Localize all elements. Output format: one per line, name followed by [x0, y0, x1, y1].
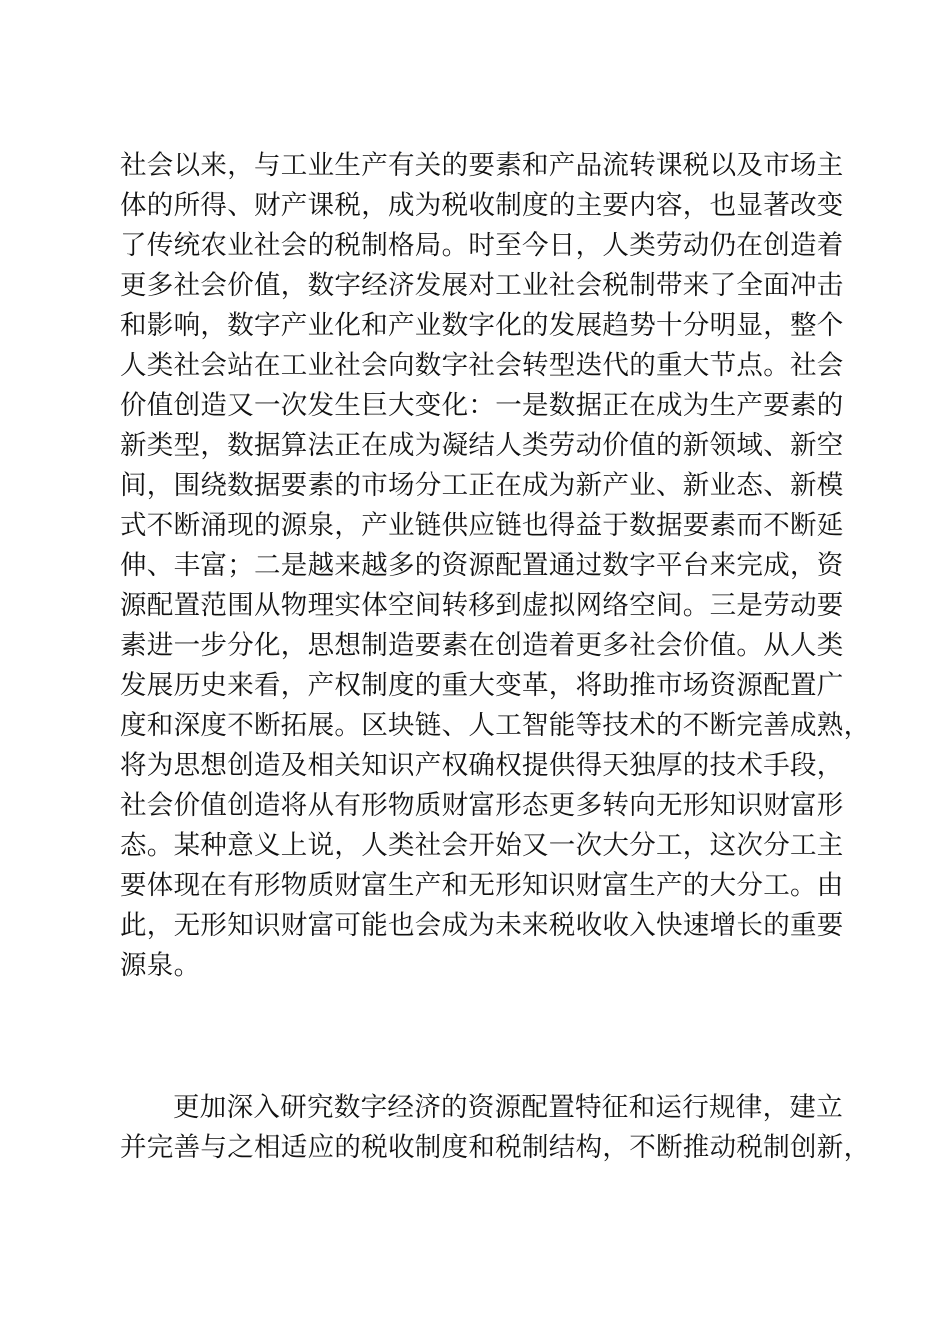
- paragraph-1: [120, 146, 871, 986]
- paragraph-line: 并完善与之相适应的税收制度和税制结构，不断推动税制创新，: [120, 1132, 871, 1163]
- paragraph-line: 社会以来，与工业生产有关的要素和产品流转课税以及市场主: [120, 150, 844, 181]
- paragraph-line: 伸、丰富；二是越来越多的资源配置通过数字平台来完成，资: [120, 550, 844, 581]
- paragraph-line: 人类社会站在工业社会向数字社会转型迭代的重大节点。社会: [120, 350, 844, 381]
- paragraph-line: 度和深度不断拓展。区块链、人工智能等技术的不断完善成熟，: [120, 710, 871, 741]
- paragraph-line: 源配置范围从物理实体空间转移到虚拟网络空间。三是劳动要: [120, 590, 844, 621]
- paragraph-line: 要体现在有形物质财富生产和无形知识财富生产的大分工。由: [120, 870, 844, 901]
- paragraph-line: 更加深入研究数字经济的资源配置特征和运行规律，建立: [173, 1092, 843, 1123]
- paragraph-line: 社会价值创造将从有形物质财富形态更多转向无形知识财富形: [120, 790, 844, 821]
- paragraph-line: 发展历史来看，产权制度的重大变革，将助推市场资源配置广: [120, 670, 844, 701]
- paragraph-line: 间，围绕数据要素的市场分工正在成为新产业、新业态、新模: [120, 470, 844, 501]
- paragraph-2: [120, 1088, 871, 1168]
- paragraph-line: 态。某种意义上说，人类社会开始又一次大分工，这次分工主: [120, 830, 844, 861]
- paragraph-line: 式不断涌现的源泉，产业链供应链也得益于数据要素而不断延: [120, 510, 844, 541]
- paragraph-line: 源泉。: [120, 950, 201, 981]
- paragraph-line: 体的所得、财产课税，成为税收制度的主要内容，也显著改变: [120, 190, 844, 221]
- paragraph-line: 将为思想创造及相关知识产权确权提供得天独厚的技术手段，: [120, 750, 844, 781]
- paragraph-line: 价值创造又一次发生巨大变化：一是数据正在成为生产要素的: [120, 390, 844, 421]
- paragraph-line: 和影响，数字产业化和产业数字化的发展趋势十分明显，整个: [120, 310, 844, 341]
- paragraph-line: 此，无形知识财富可能也会成为未来税收收入快速增长的重要: [120, 910, 844, 941]
- paragraph-line: 素进一步分化，思想制造要素在创造着更多社会价值。从人类: [120, 630, 844, 661]
- paragraph-line: 更多社会价值，数字经济发展对工业社会税制带来了全面冲击: [120, 270, 844, 301]
- paragraph-line: 了传统农业社会的税制格局。时至今日，人类劳动仍在创造着: [120, 230, 844, 261]
- paragraph-line: 新类型，数据算法正在成为凝结人类劳动价值的新领域、新空: [120, 430, 844, 461]
